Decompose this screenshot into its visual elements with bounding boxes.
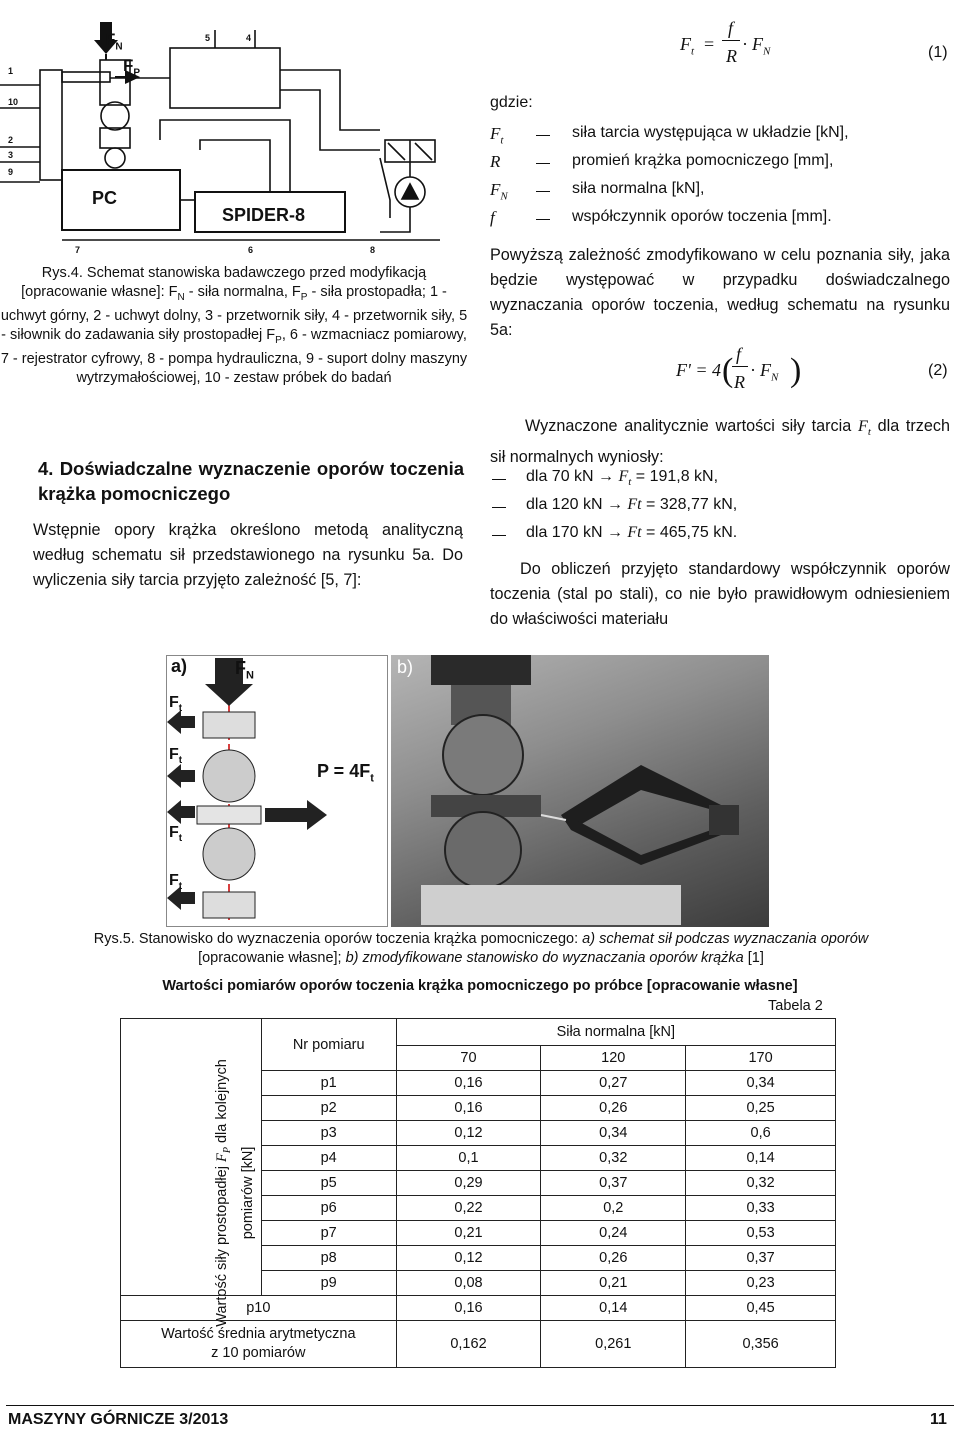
table-header-load: 70 bbox=[396, 1046, 541, 1071]
fig4-pc-label: PC bbox=[92, 188, 118, 208]
table-header-nr: Nr pomiaru bbox=[261, 1019, 396, 1071]
table-row: p10 0,16 0,14 0,45 bbox=[121, 1296, 836, 1321]
table-row: p4 0,1 0,32 0,14 bbox=[121, 1146, 836, 1171]
table-header-load: 170 bbox=[686, 1046, 836, 1071]
figure-5a-ft: $F_t$ bbox=[169, 746, 183, 767]
fig4-label-6: 6 bbox=[248, 245, 254, 255]
fig4-label-10: 10 bbox=[8, 97, 19, 107]
figure-5-caption: Rys.5. Stanowisko do wyznaczenia oporów toczenia krążka pomocniczego: a) schemat sił podczas wyznaczania oporów [opracowanie własne]; b) zmodyfikowane stanowisko do wyznaczania oporów krążka [1] bbox=[93, 931, 869, 966]
equation-1: $F_t$ = f R · $F_N$ bbox=[680, 18, 771, 66]
figure-5b-label: b) bbox=[397, 657, 414, 677]
figure-5b-drawing bbox=[391, 655, 769, 927]
footer-journal: MASZYNY GÓRNICZE 3/2013 bbox=[8, 1411, 229, 1428]
figure-4-caption: Rys.4. Schemat stanowiska badawczego przed modyfikacją [opracowanie własne]: $F_N$ - siła normalna, $F_P$ - siła prostopadła; 1 - uchwyt górny, 2 - uchwyt dolny, 3 - przetwornik siły, 4 - przetwornik siły, 5 - siłownik do zadawania siły prostopadłej $F_P$, 6 - wzmacniacz pomiarowy, 7 - rejestrator cyfrowy, 8 - pompa hydrauliczna, 9 - suport dolny maszyny wytrzymałościowej, 10 - zestaw próbek do badań bbox=[0, 265, 468, 386]
table-header-group: Siła normalna [kN] bbox=[396, 1019, 835, 1046]
where-label: gdzie: bbox=[490, 94, 533, 111]
figure-5a-ft: $F_t$ bbox=[169, 872, 183, 893]
table-row: p6 0,22 0,2 0,33 bbox=[121, 1196, 836, 1221]
fig4-label-9: 9 bbox=[8, 167, 14, 177]
section-4-paragraph: Wstępnie opory krążka określono metodą analityczną według schematu sił przedstawionego na rysunku 5a. Do wyliczenia siły tarcia przyjęto zależność [5, 7]: bbox=[33, 521, 463, 589]
table-2-title: Wartości pomiarów oporów toczenia krążka pomocniczego po próbce [opracowanie własne] bbox=[162, 978, 798, 994]
fig4-fn: $F_N$ bbox=[105, 30, 123, 53]
table-2-label: Tabela 2 bbox=[768, 998, 823, 1014]
footer-page-number: 11 bbox=[930, 1411, 947, 1428]
table-mean-row: Wartość średnia arytmetyczna z 10 pomiarów 0,162 0,261 0,356 bbox=[121, 1321, 836, 1368]
figure-5a-drawing bbox=[167, 656, 387, 926]
table-row: p9 0,08 0,21 0,23 bbox=[121, 1271, 836, 1296]
right-paragraph-2: Wyznaczone analitycznie wartości siły tarcia $F_t$ dla trzech sił normalnych wyniosły: bbox=[490, 417, 950, 467]
table-row: p5 0,29 0,37 0,32 bbox=[121, 1171, 836, 1196]
table-2-side-label: Wartość siły prostopadłej $F_P$ dla kolejnych pomiarów [kN] bbox=[214, 1059, 256, 1327]
fig4-spider-label: SPIDER-8 bbox=[222, 205, 306, 225]
figure-5a-fn: $F_N$ bbox=[235, 658, 254, 682]
table-row: p8 0,12 0,26 0,37 bbox=[121, 1246, 836, 1271]
equation-2: F' = 4 ( f R · $F_N$ ) bbox=[676, 344, 802, 392]
figure-5a-schematic bbox=[166, 655, 388, 927]
fig4-label-3: 3 bbox=[8, 150, 14, 160]
figure-5a-ft: $F_t$ bbox=[169, 824, 183, 845]
table-row: p2 0,16 0,26 0,25 bbox=[121, 1096, 836, 1121]
fig4-label-7: 7 bbox=[75, 245, 81, 255]
footer-rule bbox=[6, 1405, 954, 1406]
fig4-label-5: 5 bbox=[205, 33, 211, 43]
table-row: p1 0,16 0,27 0,34 bbox=[121, 1071, 836, 1096]
table-2 bbox=[120, 1018, 836, 1368]
equation-2-number: (2) bbox=[928, 362, 948, 379]
right-paragraph-3: Do obliczeń przyjęto standardowy współczynnik oporów toczenia (stal po stali), co nie było prawidłowym odniesieniem do właściwości materiału bbox=[490, 560, 950, 628]
fig4-label-8: 8 bbox=[370, 245, 376, 255]
figure-5a-label: a) bbox=[171, 656, 188, 676]
table-row: p7 0,21 0,24 0,53 bbox=[121, 1221, 836, 1246]
table-row: p3 0,12 0,34 0,6 bbox=[121, 1121, 836, 1146]
table-header-load: 120 bbox=[541, 1046, 686, 1071]
fig4-label-2: 2 bbox=[8, 135, 14, 145]
right-paragraph-1: Powyższą zależność zmodyfikowano w celu poznania siły, jaka będzie występować w przypadku doświadczalnego wyznaczania oporów toczenia, według schematu na rysunku 5a: bbox=[490, 246, 950, 339]
section-4-heading: 4. Doświadczalne wyznaczenie oporów toczenia krążka pomocniczego bbox=[38, 458, 464, 504]
figure-5a-p-equation: $P = 4F_t$ bbox=[317, 761, 374, 785]
fig4-fp: $F_P$ bbox=[123, 56, 141, 79]
figure-5a-ft: $F_t$ bbox=[169, 694, 183, 715]
equation-1-number: (1) bbox=[928, 44, 948, 61]
fig4-label-4: 4 bbox=[246, 33, 252, 43]
fig4-label-1: 1 bbox=[8, 66, 14, 76]
figure-5b-photo bbox=[391, 655, 769, 927]
